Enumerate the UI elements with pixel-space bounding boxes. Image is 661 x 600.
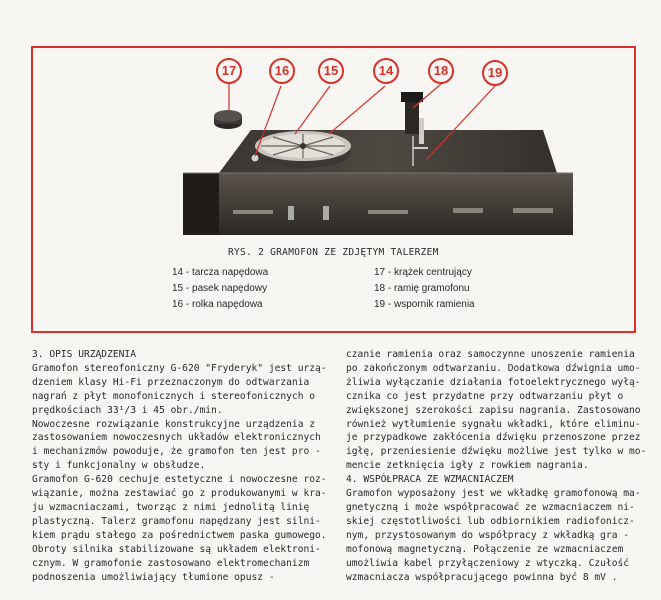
text-line: ju wzmacniaczami, tworząc z nimi jednolitą linię: [32, 501, 310, 513]
turntable-photo: [33, 48, 634, 331]
legend-item-14: 14 - tarcza napędowa: [172, 267, 269, 278]
text-line: mofonową magnetyczną. Połączenie ze wzmacniaczem: [346, 543, 624, 555]
right-column: [346, 348, 647, 584]
callout-18: 18: [428, 58, 454, 84]
text-line: zastosowaniem nowoczesnych układów elektronicznych: [32, 432, 321, 444]
text-line: Nowoczesne rozwiązanie konstrukcyjne urządzenia z: [32, 418, 316, 430]
text-line: czanie ramienia oraz samoczynne unoszenie ramienia: [346, 349, 635, 360]
text-line: po zakończonym odtwarzaniu. Dodatkowa dźwignia umo-: [346, 362, 641, 374]
text-line: i mechanizmów powoduje, że gramofon ten jest pro -: [32, 446, 321, 458]
callout-17: 17: [216, 58, 242, 84]
legend-item-19: 19 - wspornik ramienia: [374, 299, 475, 310]
callout-19: 19: [482, 60, 508, 86]
text-line: cznym. W gramofonie zastosowano elektromechanizm: [32, 557, 310, 569]
text-line: Gramofon wyposażony jest we wkładkę gramofonową ma-: [346, 488, 641, 500]
text-line: zwiększonej szerokości zapisu nagrania. Zastosowano: [346, 404, 641, 416]
text-line: Gramofon G-620 cechuje estetyczne i nowoczesne roz-: [32, 474, 327, 486]
section-heading-amplifier: 4. WSPÓŁPRACA ZE WZMACNIACZEM: [346, 474, 514, 486]
text-line: skiej częstotliwości lub odbiornikiem radiofonicz-: [346, 515, 635, 527]
text-line: również wytłumienie sygnału wkładki, które eliminu-: [346, 418, 641, 430]
section-heading-device-description: 3. OPIS URZĄDZENIA: [32, 349, 136, 360]
text-line: igłę, przeniesienie dźwięku możliwe jest tylko w mo-: [346, 446, 647, 458]
text-line: wiązanie, można zestawiać go z produkowanymi w kra-: [32, 488, 327, 500]
text-line: je przypadkowe zakłócenia dźwięku przenoszone przez: [346, 432, 641, 444]
text-line: gnetyczną i może współpracować ze wzmacniaczem ni-: [346, 501, 635, 513]
callout-15: 15: [318, 58, 344, 84]
legend-item-16: 16 - rolka napędowa: [172, 299, 263, 310]
text-line: żliwia wyłączanie działania fotoelektrycznego wyłą-: [346, 376, 641, 388]
text-line: Gramofon stereofoniczny G-620 "Fryderyk" jest urzą-: [32, 362, 327, 374]
text-line: nym, przystosowanym do współpracy z wkładką gra -: [346, 529, 630, 541]
text-line: kiem prądu stałego za pośrednictwem paska gumowego.: [32, 529, 327, 541]
text-line: mencie zetknięcia igły z rowkiem nagrania.: [346, 460, 589, 472]
text-line: podnoszenia umożliwiający tłumione opusz -: [32, 571, 275, 583]
legend-item-15: 15 - pasek napędowy: [172, 283, 268, 294]
text-line: sty i funkcjonalny w obsłudze.: [32, 460, 206, 472]
text-line: plastyczną. Talerz gramofonu napędzany jest silni-: [32, 515, 321, 527]
figure-caption: RYS. 2 GRAMOFON ZE ZDJĘTYM TALERZEM: [228, 247, 439, 258]
left-column: [32, 348, 328, 584]
text-line: prędkościach 33¹/3 i 45 obr./min.: [32, 404, 223, 416]
legend-item-17: 17 - krążek centrujący: [374, 267, 472, 278]
text-line: umożliwia kabel przyłączeniowy z wtyczką. Czułość: [346, 557, 630, 569]
text-line: Obroty silnika stabilizowane są układem elektroni-: [32, 543, 321, 555]
text-line: cznika co jest przydatne przy odtwarzaniu płyt o: [346, 390, 624, 402]
callout-14: 14: [373, 58, 399, 84]
callout-16: 16: [269, 58, 295, 84]
legend-item-18: 18 - ramię gramofonu: [374, 283, 470, 294]
text-line: wzmacniacza współpracującego powinna być 8 mV .: [346, 571, 618, 583]
text-line: dzeniem klasy Hi-Fi przeznaczonym do odtwarzania: [32, 376, 310, 388]
figure-frame: [31, 46, 636, 333]
text-line: nagrań z płyt monofonicznych i stereofonicznych o: [32, 390, 316, 402]
